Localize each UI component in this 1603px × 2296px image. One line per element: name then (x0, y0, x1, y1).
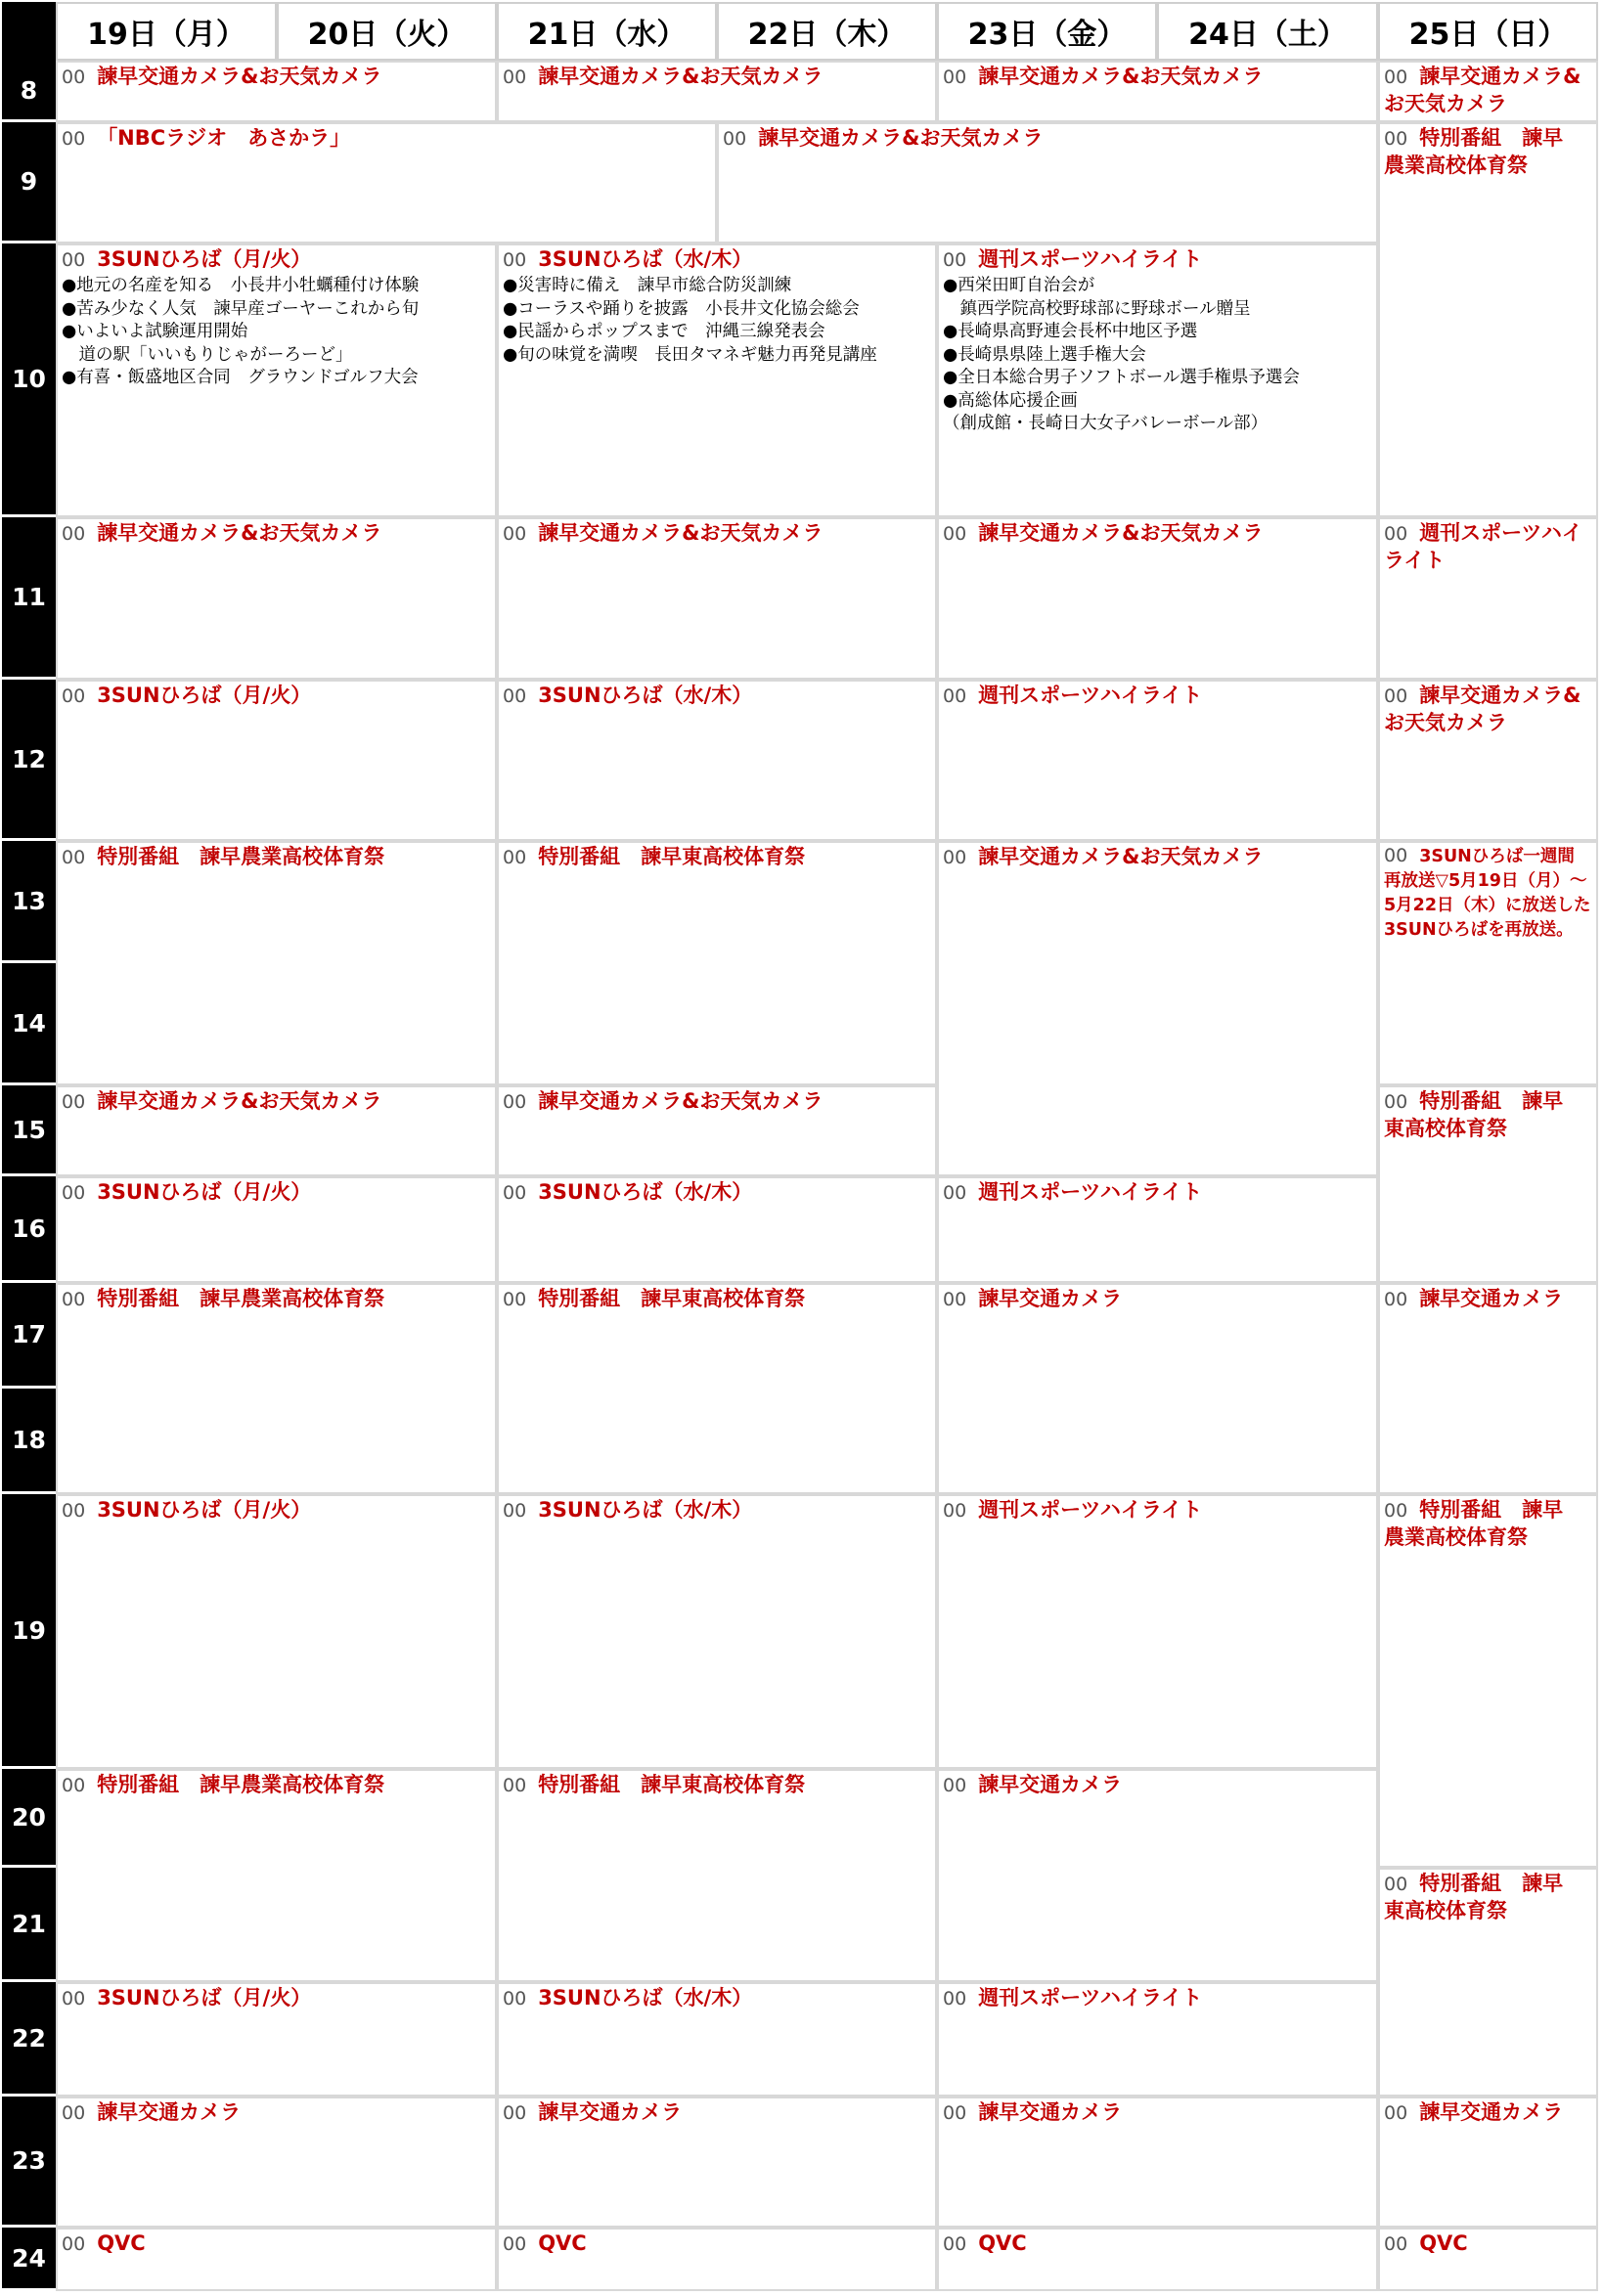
program-minute: 00 (943, 685, 967, 707)
program-title: 特別番組 諫早 農業高校体育祭 (1384, 1498, 1564, 1549)
program-minute: 00 (503, 1289, 527, 1310)
program-minute: 00 (1384, 845, 1408, 866)
program-minute: 00 (503, 1988, 527, 2009)
program-title: 諫早交通カメラ&お天気カメラ (97, 65, 382, 88)
program-cell[interactable] (937, 1769, 1378, 1982)
program-detail-item: ●旬の味覚を満喫 長田タマネギ魅力再発見講座 (503, 344, 877, 365)
program-minute: 00 (943, 1289, 967, 1310)
program-minute: 00 (62, 2233, 86, 2255)
program-entry (943, 1985, 1372, 2012)
program-detail-item: ●全日本総合男子ソフトボール選手権県予選会 (943, 368, 1300, 387)
program-cell[interactable] (1378, 517, 1598, 680)
program-details (943, 275, 1372, 436)
program-entry (1384, 2099, 1592, 2127)
program-title: 諫早交通カメラ&お天気カメラ (97, 1089, 382, 1113)
program-title: 3SUNひろば（水/木） (538, 684, 753, 707)
program-entry (503, 2230, 931, 2258)
program-cell[interactable] (717, 122, 1378, 243)
program-entry (943, 2099, 1372, 2127)
program-entry (503, 683, 931, 710)
program-cell[interactable] (497, 517, 937, 680)
program-minute: 00 (503, 685, 527, 707)
program-detail-item: 鎮西学院高校野球部に野球ボール贈呈 (943, 298, 1251, 319)
program-cell[interactable] (937, 841, 1378, 1176)
program-title: 週刊スポーツハイライト (978, 684, 1203, 707)
program-entry (62, 1088, 491, 1116)
program-entry (503, 844, 931, 871)
program-title: 週刊スポーツハイ ライト (1384, 521, 1582, 572)
day-header: 19日（月） (56, 2, 277, 61)
program-detail-item: ●民謡からポップスまで 沖縄三線発表会 (503, 322, 825, 341)
program-minute: 00 (503, 2102, 527, 2124)
program-minute: 00 (1384, 2102, 1408, 2124)
hour-label: 17 (2, 1283, 56, 1389)
program-title: 3SUNひろば一週間 再放送▽5月19日（月）～ 5月22日（木）に放送した 3SUNひろばを再放送。 (1384, 847, 1591, 940)
program-minute: 00 (503, 1182, 527, 1204)
program-cell[interactable] (1378, 2228, 1598, 2291)
program-title: 諫早交通カメラ (538, 2100, 683, 2124)
hour-label: 19 (2, 1494, 56, 1769)
program-detail-item: ●長崎県高野連会長杯中地区予選 (943, 322, 1198, 341)
program-minute: 00 (503, 523, 527, 545)
program-minute: 00 (943, 1775, 967, 1796)
program-title: 諫早交通カメラ (978, 1773, 1123, 1796)
program-minute: 00 (943, 1500, 967, 1522)
program-entry (62, 125, 711, 153)
program-minute: 00 (723, 128, 747, 150)
hour-label: 9 (2, 122, 56, 243)
program-entry (723, 125, 1372, 153)
program-cell[interactable] (56, 1769, 497, 1982)
program-cell[interactable] (1378, 680, 1598, 841)
program-minute: 00 (62, 128, 86, 150)
program-minute: 00 (1384, 2233, 1408, 2255)
program-title: 「NBCラジオ あさかラ」 (97, 126, 351, 150)
program-minute: 00 (62, 523, 86, 545)
program-title: QVC (538, 2231, 587, 2255)
program-entry (1384, 683, 1592, 736)
program-entry (62, 683, 491, 710)
program-entry (1384, 125, 1592, 179)
program-minute: 00 (62, 1289, 86, 1310)
program-cell[interactable] (1378, 1868, 1598, 2097)
program-cell[interactable] (497, 1769, 937, 1982)
corner-block (2, 2, 56, 61)
program-minute: 00 (62, 1091, 86, 1113)
program-title: 諫早交通カメラ& お天気カメラ (1384, 65, 1581, 115)
program-entry (503, 1179, 931, 1207)
day-header: 22日（木） (717, 2, 937, 61)
hour-label: 21 (2, 1868, 56, 1982)
program-minute: 00 (62, 847, 86, 868)
program-title: 特別番組 諫早東高校体育祭 (538, 1287, 806, 1310)
program-entry (503, 2099, 931, 2127)
program-title: 諫早交通カメラ&お天気カメラ (538, 65, 824, 88)
program-cell[interactable] (937, 2228, 1378, 2291)
day-header: 23日（金） (937, 2, 1157, 61)
program-minute: 00 (1384, 523, 1408, 545)
program-cell[interactable] (1378, 61, 1598, 122)
program-minute: 00 (943, 1182, 967, 1204)
hour-label: 13 (2, 841, 56, 963)
program-minute: 00 (62, 685, 86, 707)
program-cell[interactable] (56, 243, 497, 517)
program-title: 3SUNひろば（月/火） (97, 1986, 312, 2009)
program-minute: 00 (943, 66, 967, 88)
program-minute: 00 (62, 1988, 86, 2009)
program-cell[interactable] (1378, 1283, 1598, 1494)
program-entry (503, 64, 931, 91)
program-entry (1384, 64, 1592, 117)
program-entry (62, 64, 491, 91)
program-entry (943, 1772, 1372, 1799)
program-entry (943, 64, 1372, 91)
program-title: 3SUNひろば（水/木） (538, 247, 753, 271)
program-detail-item: ●高総体応援企画 (943, 390, 1078, 411)
program-title: 3SUNひろば（水/木） (538, 1986, 753, 2009)
program-cell[interactable] (497, 1085, 937, 1176)
program-minute: 00 (1384, 1091, 1408, 1113)
program-minute: 00 (1384, 1874, 1408, 1895)
program-detail-item: 道の駅「いいもりじゃがーろーど」 (62, 344, 353, 365)
program-minute: 00 (503, 847, 527, 868)
program-title: 諫早交通カメラ&お天気カメラ (97, 521, 382, 545)
program-entry (1384, 1286, 1592, 1313)
program-title: 諫早交通カメラ (978, 2100, 1123, 2124)
program-minute: 00 (503, 2233, 527, 2255)
hour-label: 12 (2, 680, 56, 841)
program-title: 諫早交通カメラ (978, 1287, 1123, 1310)
program-cell[interactable] (937, 61, 1378, 122)
program-title: QVC (1419, 2231, 1468, 2255)
hour-label: 20 (2, 1769, 56, 1868)
program-title: 諫早交通カメラ&お天気カメラ (978, 65, 1264, 88)
program-title: 3SUNひろば（水/木） (538, 1180, 753, 1204)
program-minute: 00 (943, 2233, 967, 2255)
program-title: 特別番組 諫早 農業高校体育祭 (1384, 126, 1564, 177)
program-cell[interactable] (497, 1283, 937, 1494)
hour-label: 8 (2, 61, 56, 122)
program-title: 諫早交通カメラ&お天気カメラ (538, 521, 824, 545)
program-entry (943, 844, 1372, 871)
program-detail-item: （創成館・長崎日大女子バレーボール部） (943, 414, 1269, 433)
program-minute: 00 (943, 523, 967, 545)
program-detail-item: ●有喜・飯盛地区合同 グラウンドゴルフ大会 (62, 368, 419, 387)
program-title: 諫早交通カメラ (97, 2100, 242, 2124)
program-detail-item: ●苦み少なく人気 諫早産ゴーヤーこれから旬 (62, 298, 420, 319)
program-cell[interactable] (937, 2097, 1378, 2228)
program-entry (62, 246, 491, 274)
program-entry (1384, 1497, 1592, 1551)
program-cell[interactable] (937, 243, 1378, 517)
program-cell[interactable] (497, 1494, 937, 1769)
program-cell[interactable] (497, 243, 937, 517)
program-title: 特別番組 諫早農業高校体育祭 (97, 845, 385, 868)
program-cell[interactable] (497, 1176, 937, 1283)
program-detail-item: ●地元の名産を知る 小長井小牡蠣種付け体験 (62, 276, 420, 295)
program-entry (943, 1179, 1372, 1207)
program-entry (62, 2230, 491, 2258)
program-entry (62, 1772, 491, 1799)
program-title: 諫早交通カメラ (1419, 2100, 1564, 2124)
program-minute: 00 (62, 66, 86, 88)
program-detail-item: ●いよいよ試験運用開始 (62, 322, 248, 341)
program-cell[interactable] (56, 1283, 497, 1494)
program-title: 3SUNひろば（月/火） (97, 247, 312, 271)
program-entry (503, 1772, 931, 1799)
program-details (503, 275, 931, 367)
hour-label: 15 (2, 1085, 56, 1176)
program-title: 3SUNひろば（月/火） (97, 684, 312, 707)
program-entry (503, 1985, 931, 2012)
program-cell[interactable] (937, 1176, 1378, 1283)
program-entry (503, 520, 931, 548)
program-title: 週刊スポーツハイライト (978, 247, 1203, 271)
program-cell[interactable] (56, 680, 497, 841)
program-title: 特別番組 諫早農業高校体育祭 (97, 1773, 385, 1796)
program-cell[interactable] (1378, 122, 1598, 517)
program-title: 週刊スポーツハイライト (978, 1986, 1203, 2009)
program-detail-item: ●コーラスや踊りを披露 小長井文化協会総会 (503, 298, 860, 319)
program-entry (62, 1985, 491, 2012)
program-cell[interactable] (56, 1176, 497, 1283)
program-entry (62, 844, 491, 871)
program-cell[interactable] (56, 122, 717, 243)
program-minute: 00 (943, 2102, 967, 2124)
program-detail-item: ●西栄田町自治会が (943, 276, 1095, 295)
day-header: 20日（火） (277, 2, 497, 61)
program-entry (503, 1286, 931, 1313)
program-title: 特別番組 諫早東高校体育祭 (538, 845, 806, 868)
program-title: 3SUNひろば（水/木） (538, 1498, 753, 1522)
program-minute: 00 (1384, 1289, 1408, 1310)
program-minute: 00 (62, 249, 86, 271)
program-cell[interactable] (56, 1494, 497, 1769)
program-cell[interactable] (497, 61, 937, 122)
program-minute: 00 (503, 1091, 527, 1113)
program-entry (503, 246, 931, 274)
program-detail-item: ●災害時に備え 諫早市総合防災訓練 (503, 276, 792, 295)
program-entry (62, 1497, 491, 1524)
hour-label: 22 (2, 1982, 56, 2097)
program-entry (503, 1088, 931, 1116)
program-cell[interactable] (56, 517, 497, 680)
program-entry (503, 1497, 931, 1524)
program-cell[interactable] (497, 2228, 937, 2291)
program-cell[interactable] (56, 841, 497, 1085)
program-minute: 00 (503, 1500, 527, 1522)
hour-label: 18 (2, 1389, 56, 1494)
program-title: 特別番組 諫早 東高校体育祭 (1384, 1872, 1564, 1922)
program-title: 3SUNひろば（月/火） (97, 1498, 312, 1522)
program-title: 諫早交通カメラ&お天気カメラ (978, 845, 1264, 868)
program-cell[interactable] (56, 2097, 497, 2228)
program-entry (943, 683, 1372, 710)
program-entry (62, 1286, 491, 1313)
program-minute: 00 (943, 1988, 967, 2009)
program-cell[interactable] (937, 1982, 1378, 2097)
program-entry (1384, 844, 1592, 942)
program-minute: 00 (62, 1182, 86, 1204)
program-title: 諫早交通カメラ& お天気カメラ (1384, 684, 1581, 734)
program-minute: 00 (503, 1775, 527, 1796)
program-cell[interactable] (1378, 1085, 1598, 1283)
program-cell[interactable] (497, 2097, 937, 2228)
program-title: 特別番組 諫早東高校体育祭 (538, 1773, 806, 1796)
program-entry (943, 1497, 1372, 1524)
program-title: 3SUNひろば（月/火） (97, 1180, 312, 1204)
program-minute: 00 (62, 1500, 86, 1522)
program-cell[interactable] (56, 1982, 497, 2097)
program-title: 諫早交通カメラ&お天気カメラ (758, 126, 1044, 150)
program-entry (62, 1179, 491, 1207)
program-minute: 00 (943, 847, 967, 868)
hour-label: 11 (2, 517, 56, 680)
program-entry (943, 520, 1372, 548)
program-entry (1384, 1088, 1592, 1142)
program-details (62, 275, 491, 390)
program-minute: 00 (1384, 66, 1408, 88)
program-cell[interactable] (937, 517, 1378, 680)
program-entry (62, 2099, 491, 2127)
program-title: 週刊スポーツハイライト (978, 1498, 1203, 1522)
hour-label: 23 (2, 2097, 56, 2228)
day-header: 24日（土） (1157, 2, 1378, 61)
program-cell[interactable] (1378, 1494, 1598, 1868)
program-title: 諫早交通カメラ&お天気カメラ (538, 1089, 824, 1113)
program-cell[interactable] (937, 1283, 1378, 1494)
program-title: 諫早交通カメラ (1419, 1287, 1564, 1310)
program-title: 特別番組 諫早農業高校体育祭 (97, 1287, 385, 1310)
program-minute: 00 (943, 249, 967, 271)
program-cell[interactable] (937, 1494, 1378, 1769)
program-cell[interactable] (56, 61, 497, 122)
program-entry (1384, 2230, 1592, 2258)
program-minute: 00 (1384, 685, 1408, 707)
program-title: 諫早交通カメラ&お天気カメラ (978, 521, 1264, 545)
program-cell[interactable] (497, 841, 937, 1085)
program-entry (943, 246, 1372, 274)
hour-label: 10 (2, 243, 56, 517)
program-title: QVC (97, 2231, 146, 2255)
program-minute: 00 (1384, 128, 1408, 150)
program-minute: 00 (503, 249, 527, 271)
program-cell[interactable] (937, 680, 1378, 841)
program-title: 週刊スポーツハイライト (978, 1180, 1203, 1204)
program-minute: 00 (62, 1775, 86, 1796)
program-entry (943, 1286, 1372, 1313)
program-entry (943, 2230, 1372, 2258)
day-header: 25日（日） (1378, 2, 1598, 61)
program-title: 特別番組 諫早 東高校体育祭 (1384, 1089, 1564, 1140)
hour-label: 14 (2, 963, 56, 1085)
program-minute: 00 (62, 2102, 86, 2124)
hour-label: 24 (2, 2228, 56, 2291)
program-title: QVC (978, 2231, 1027, 2255)
program-cell[interactable] (1378, 2097, 1598, 2228)
program-cell[interactable] (1378, 841, 1598, 1085)
program-cell[interactable] (56, 1085, 497, 1176)
program-entry (1384, 520, 1592, 574)
program-minute: 00 (1384, 1500, 1408, 1522)
program-entry (1384, 1871, 1592, 1924)
program-detail-item: ●長崎県県陸上選手権大会 (943, 344, 1146, 365)
day-header: 21日（水） (497, 2, 717, 61)
program-cell[interactable] (497, 680, 937, 841)
program-minute: 00 (503, 66, 527, 88)
program-cell[interactable] (56, 2228, 497, 2291)
program-entry (62, 520, 491, 548)
program-cell[interactable] (497, 1982, 937, 2097)
hour-label: 16 (2, 1176, 56, 1283)
